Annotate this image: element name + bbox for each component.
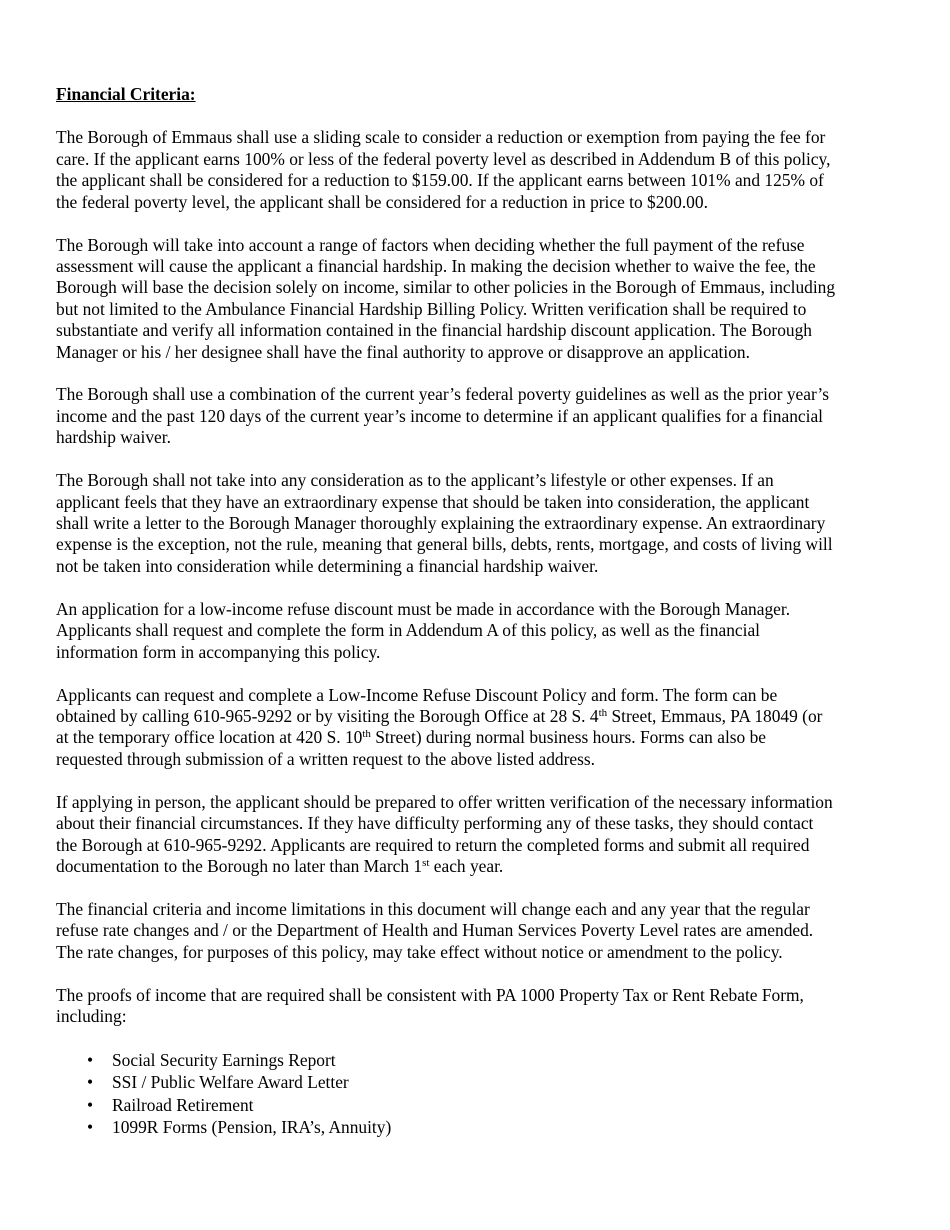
list-item-text: 1099R Forms (Pension, IRA’s, Annuity) <box>112 1117 392 1138</box>
text-line: Borough will base the decision solely on income, similar to other policies in the Borough of Emmaus, including <box>56 277 836 298</box>
text-segment: Street, Emmaus, PA 18049 (or <box>607 705 823 726</box>
paragraph <box>56 985 916 1028</box>
text-line: but not limited to the Ambulance Financial Hardship Billing Policy. Written verification shall be required to <box>56 298 807 319</box>
text-line: The Borough will take into account a range of factors when deciding whether the full payment of the refuse <box>56 234 805 255</box>
text-segment: Street) during normal business hours. Forms can also be <box>370 727 766 748</box>
text-line: The proofs of income that are required shall be consistent with PA 1000 Property Tax or Rent Rebate Form, <box>56 984 804 1005</box>
superscript: th <box>598 706 608 719</box>
text-line: income and the past 120 days of the current year’s income to determine if an applicant qualifies for a financial <box>56 405 823 426</box>
text-line: The rate changes, for purposes of this policy, may take effect without notice or amendment to the policy. <box>56 941 783 962</box>
paragraph <box>56 470 916 577</box>
text-line: The Borough shall not take into any consideration as to the applicant’s lifestyle or other expenses. If an <box>56 470 774 491</box>
paragraph <box>56 235 916 363</box>
text-segment: obtained by calling 610-965-9292 or by visiting the Borough Office at 28 S. 4 <box>56 705 599 726</box>
text-line: not be taken into consideration while determining a financial hardship waiver. <box>56 555 599 576</box>
bullet-icon: • <box>87 1094 94 1115</box>
bullet-icon: • <box>87 1117 94 1138</box>
text-line: applicant feels that they have an extraordinary expense that should be taken into consideration, the applicant <box>56 491 810 512</box>
text-line: assessment will cause the applicant a financial hardship. In making the decision whether to waive the fee, the <box>56 255 816 276</box>
text-line: substantiate and verify all information contained in the financial hardship discount application. The Borough <box>56 320 812 341</box>
text-line: The Borough of Emmaus shall use a sliding scale to consider a reduction or exemption from paying the fee for <box>56 127 826 148</box>
bullet-icon: • <box>87 1072 94 1093</box>
list-item <box>56 1094 916 1116</box>
section-heading: Financial Criteria: <box>56 84 196 104</box>
text-line: information form in accompanying this policy. <box>56 641 381 662</box>
list-item-text: SSI / Public Welfare Award Letter <box>112 1072 349 1093</box>
text-segment: documentation to the Borough no later than March 1 <box>56 855 423 876</box>
text-line: Applicants can request and complete a Low-Income Refuse Discount Policy and form. The form can be <box>56 684 778 705</box>
bullet-icon: • <box>87 1050 94 1071</box>
paragraphs <box>56 127 916 1027</box>
text-segment: at the temporary office location at 420 S. 10 <box>56 727 363 748</box>
text-line: requested through submission of a written request to the above listed address. <box>56 748 595 769</box>
paragraph <box>56 685 916 771</box>
text-line: care. If the applicant earns 100% or less of the federal poverty level as described in Addendum B of this policy, <box>56 148 831 169</box>
text-line: If applying in person, the applicant should be prepared to offer written verification of the necessary information <box>56 791 833 812</box>
paragraph <box>56 127 916 213</box>
text-line: expense is the exception, not the rule, meaning that general bills, debts, rents, mortgage, and costs of living will <box>56 534 833 555</box>
paragraph <box>56 599 916 663</box>
list-item-text: Social Security Earnings Report <box>112 1050 336 1071</box>
list-item <box>56 1116 916 1138</box>
text-line <box>56 706 916 727</box>
text-line: The financial criteria and income limitations in this document will change each and any year that the regular <box>56 898 810 919</box>
paragraph <box>56 899 916 963</box>
text-line: including: <box>56 1006 127 1027</box>
superscript: th <box>362 728 371 741</box>
text-line: An application for a low-income refuse discount must be made in accordance with the Borough Manager. <box>56 598 791 619</box>
text-line: hardship waiver. <box>56 427 171 448</box>
list-item <box>56 1071 916 1093</box>
text-line: The Borough shall use a combination of the current year’s federal poverty guidelines as well as the prior year’s <box>56 384 829 405</box>
text-line: the applicant shall be considered for a reduction to $159.00. If the applicant earns between 101% and 125% of <box>56 170 824 191</box>
document-page <box>56 84 916 1139</box>
text-line: Manager or his / her designee shall have the final authority to approve or disapprove an application. <box>56 341 750 362</box>
superscript: st <box>422 856 430 869</box>
text-segment: each year. <box>429 855 504 876</box>
list-item-text: Railroad Retirement <box>112 1094 254 1115</box>
text-line: refuse rate changes and / or the Department of Health and Human Services Poverty Level rates are amended. <box>56 920 814 941</box>
proof-of-income-list <box>56 1049 916 1139</box>
paragraph <box>56 384 916 448</box>
paragraph <box>56 792 916 878</box>
text-line: about their financial circumstances. If they have difficulty performing any of these tasks, they should contact <box>56 813 814 834</box>
text-line <box>56 727 916 748</box>
text-line: the Borough at 610-965-9292. Applicants are required to return the completed forms and submit all required <box>56 834 810 855</box>
text-line: Applicants shall request and complete the form in Addendum A of this policy, as well as the financial <box>56 620 760 641</box>
text-line <box>56 856 916 877</box>
text-line: the federal poverty level, the applicant shall be considered for a reduction in price to $200.00. <box>56 191 708 212</box>
list-item <box>56 1049 916 1071</box>
text-line: shall write a letter to the Borough Manager thoroughly explaining the extraordinary expense. An extraordinary <box>56 513 826 534</box>
